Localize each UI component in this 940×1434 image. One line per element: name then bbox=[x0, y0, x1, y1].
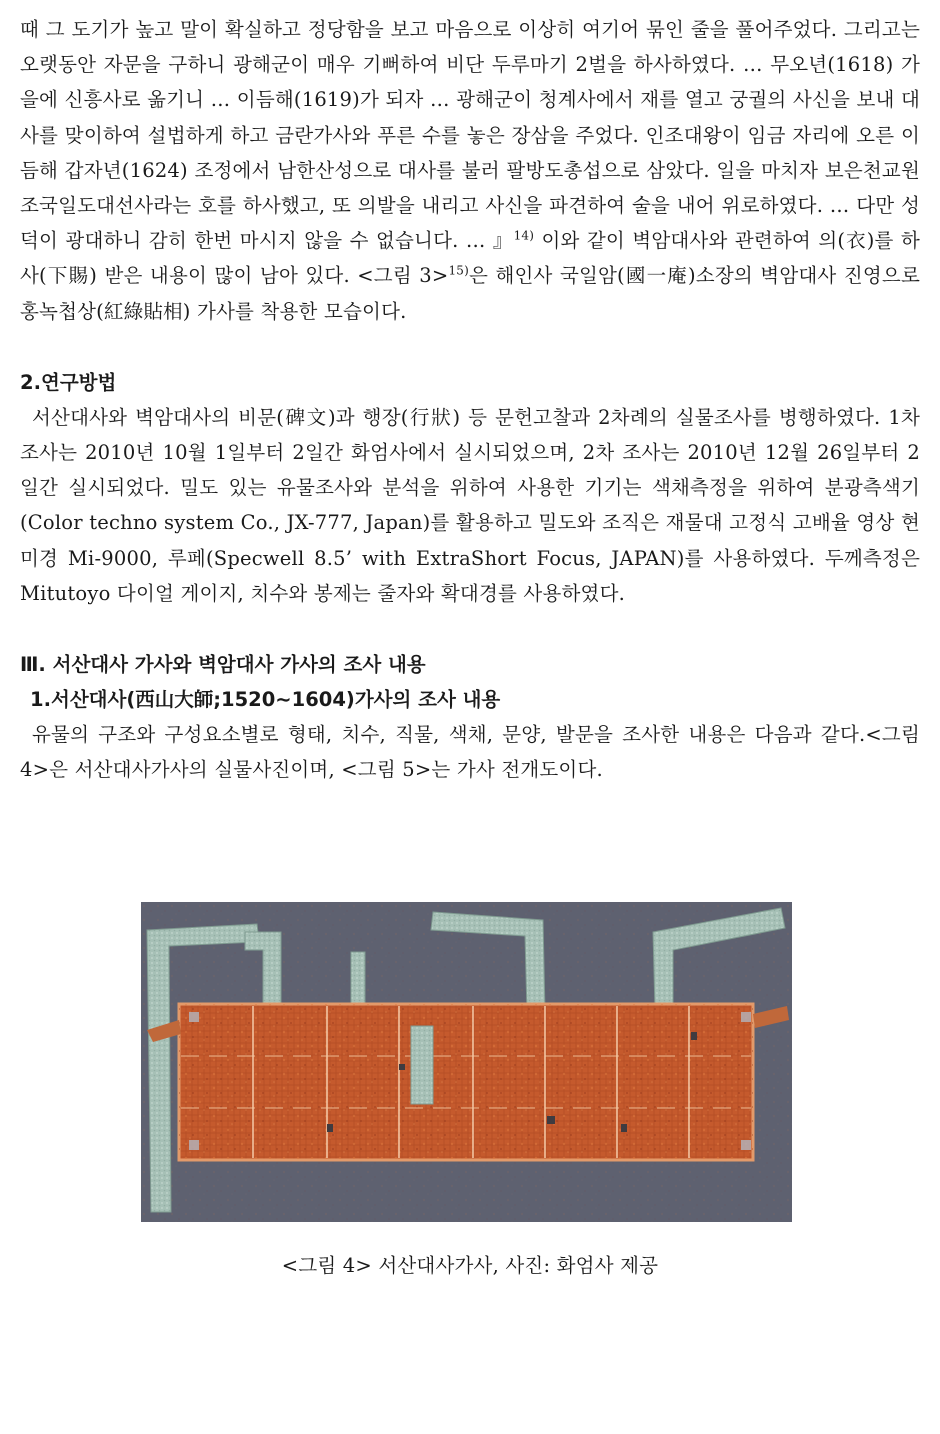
strap-right-a bbox=[351, 952, 365, 1010]
kasaya-robe-image bbox=[141, 902, 792, 1222]
spacer bbox=[20, 329, 920, 365]
document-page bbox=[20, 12, 920, 787]
robe-body bbox=[179, 1004, 753, 1160]
footnote-ref-14[interactable]: 14) bbox=[513, 228, 535, 243]
section-3-heading: Ⅲ. 서산대사 가사와 벽암대사 가사의 조사 내용 bbox=[20, 653, 426, 677]
section-3-body: 유물의 구조와 구성요소별로 형태, 치수, 직물, 색채, 문양, 발문을 조사한 내용은 다음과 같다.<그림 4>은 서산대사가사의 실물사진이며, <그림 5>는 가사 전개도이다. bbox=[20, 723, 920, 782]
center-patch bbox=[411, 1026, 433, 1104]
paragraph-1-text-b: 이와 같이 벽암대사와 관련하여 의(衣)를 하사(下賜) 받은 내용이 많이 남아 있다. <그림 3> bbox=[20, 229, 920, 288]
section-2-body: 서산대사와 벽암대사의 비문(碑文)과 행장(行狀) 등 문헌고찰과 2차례의 실물조사를 병행하였다. 1차 조사는 2010년 10월 1일부터 2일간 화엄사에서 실시되었으며, 2차 조사는 2010년 12월 26일부터 2일간 실시되었다. 밀도 있는 유물조사와 분석을 위하여 사용한 기기는 색채측정을 위하여 분광측색기(Color techno system Co., JX-777, Japan)를 활용하고 밀도와 조직은 재물대 고정식 고배율 영상 현미경 Mi-9000, 루페(Specwell 8.5’ with ExtraShort Focus, JAPAN)를 사용하였다. 두께측정은 Mitutoyo 다이얼 게이지, 치수와 봉제는 줄자와 확대경를 사용하였다. bbox=[20, 405, 920, 605]
footnote-ref-15[interactable]: 15) bbox=[448, 263, 469, 278]
figure-4-photo bbox=[141, 902, 792, 1222]
section-3-subheading: 1.서산대사(西山大師;1520∼1604)가사의 조사 내용 bbox=[30, 688, 501, 712]
spacer bbox=[20, 611, 920, 647]
paragraph-1 bbox=[20, 12, 920, 329]
paragraph-1-text-a: 때 그 도기가 높고 말이 확실하고 정당함을 보고 마음으로 이상히 여기어 묶인 줄을 풀어주었다. 그리고는 오랫동안 자문을 구하니 광해군이 매우 기뻐하여 비단 두루마기 2벌을 하사하였다. … 무오년(1618) 가을에 신흥사로 옮기니 … 이듬해(1619)가 되자 … 광해군이 청계사에서 재를 열고 궁궐의 사신을 보내 대사를 맞이하여 설법하게 하고 금란가사와 푸른 수를 놓은 장삼을 주었다. 인조대왕이 임금 자리에 오른 이듬해 갑자년(1624) 조정에서 남한산성으로 대사를 불러 팔방도총섭으로 삼았다. 일을 마치자 보은천교원조국일도대선사라는 호를 하사했고, 또 의발을 내리고 사신을 파견하여 술을 내어 위로하였다. … 다만 성덕이 광대하니 감히 한번 마시지 않을 수 없습니다. … 』 bbox=[20, 18, 920, 253]
section-2-heading: 2.연구방법 bbox=[20, 370, 117, 394]
paragraph-1-text-c: 은 해인사 국일암(國一庵)소장의 벽암대사 진영으로 홍녹첩상(紅綠貼相) 가사를 착용한 모습이다. bbox=[20, 264, 920, 323]
figure-4-caption: <그림 4> 서산대사가사, 사진: 화엄사 제공 bbox=[281, 1254, 659, 1277]
